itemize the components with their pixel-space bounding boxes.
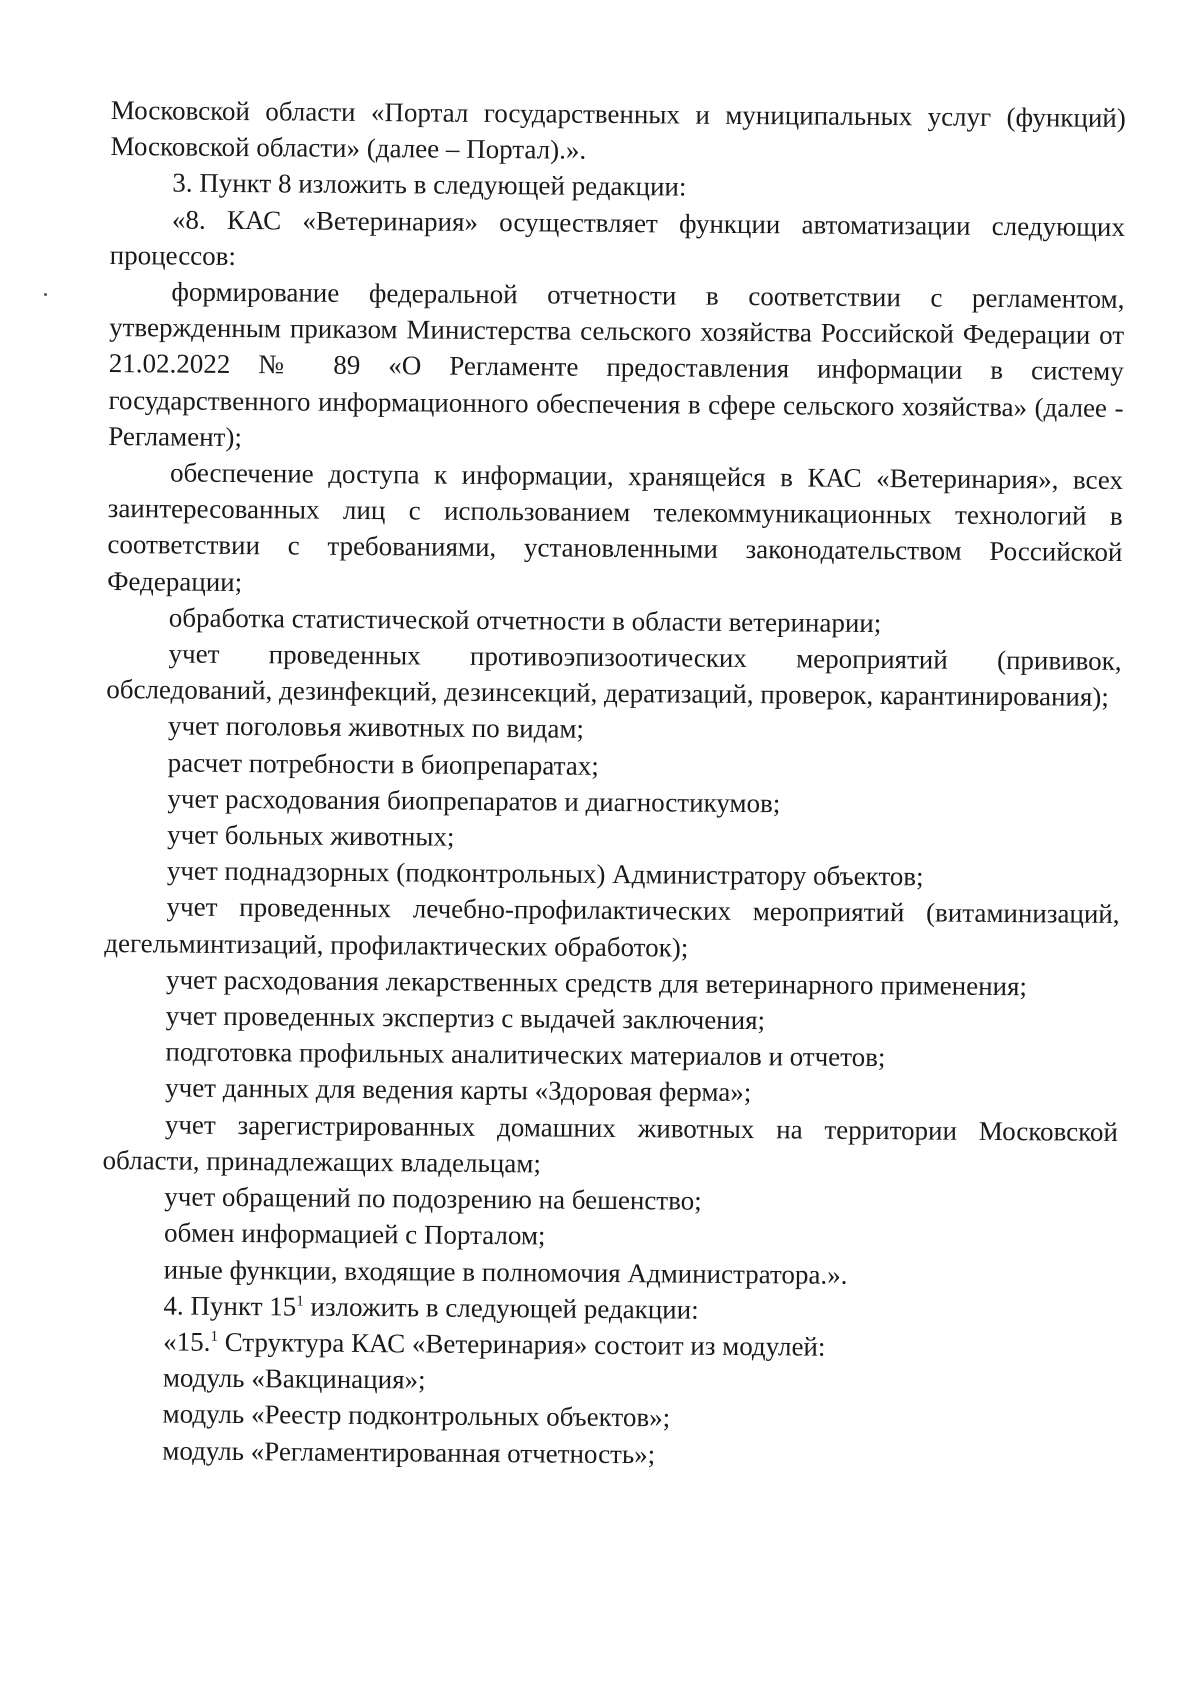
list-item: учет расходования лекарственных средств для ветеринарного применения;: [165, 964, 1028, 1002]
paragraph-antiepizootic: учет проведенных противоэпизоотических мероприятий (прививок, обследований, дезинфекций, дезинсекций, дератизаций, проверок, карантинирования);: [106, 638, 1122, 713]
list-item: обмен информацией с Порталом;: [163, 1217, 546, 1251]
list-item: учет больных животных;: [167, 819, 455, 852]
document-body: [100, 92, 1126, 1476]
paragraph-continuation: Московской области «Портал государственных и муниципальных услуг (функций) Московской области» (далее – Портал).».: [110, 94, 1126, 165]
list-item: иные функции, входящие в полномочия Администратора.».: [163, 1253, 848, 1290]
superscript-index: 1: [210, 1328, 219, 1345]
list-item: учет проведенных экспертиз с выдачей заключения;: [165, 1000, 766, 1036]
paragraph-pets: учет зарегистрированных домашних животных на территории Московской области, принадлежащих владельцам;: [102, 1109, 1118, 1179]
paragraph-treatment: учет проведенных лечебно-профилактических мероприятий (витаминизаций, дегельминтизаций, профилактических обработок);: [104, 891, 1120, 963]
paragraph-statistics: обработка статистической отчетности в области ветеринарии;: [168, 602, 882, 638]
list-item: учет расходования биопрепаратов и диагностикумов;: [167, 783, 781, 819]
list-item: учет обращений по подозрению на бешенство;: [164, 1181, 702, 1216]
point-15-text: «15.: [163, 1326, 211, 1357]
list-item-module: модуль «Регламентированная отчетность»;: [162, 1434, 656, 1469]
list-item-module: модуль «Вакцинация»;: [162, 1362, 426, 1395]
list-item: учет данных для ведения карты «Здоровая ферма»;: [165, 1072, 752, 1108]
paragraph-item-3: 3. Пункт 8 изложить в следующей редакции:: [172, 167, 687, 202]
item-4-text-end: изложить в следующей редакции:: [303, 1291, 699, 1325]
list-item: учет поднадзорных (подконтрольных) Администратору объектов;: [166, 855, 924, 892]
list-item: расчет потребности в биопрепаратах;: [167, 747, 599, 781]
paragraph-federal-reporting: формирование федеральной отчетности в соответствии с регламентом, утвержденным приказом Министерства сельского хозяйства Российской Федерации от 21.02.2022 № 89 «О Регламенте предоставления информации в систему государственного информационного обеспечения в сфере сельского хозяйства» (далее - Регламент);: [108, 276, 1125, 452]
paragraph-point-8: «8. КАС «Ветеринария» осуществляет функции автоматизации следующих процессов:: [109, 204, 1126, 271]
item-4-text: 4. Пункт 15: [163, 1290, 297, 1322]
list-item: подготовка профильных аналитических материалов и отчетов;: [165, 1036, 886, 1073]
list-item: учет поголовья животных по видам;: [167, 710, 585, 745]
point-15-text-end: Структура КАС «Ветеринария» состоит из модулей:: [217, 1326, 826, 1362]
paragraph-access-provision: обеспечение доступа к информации, хранящейся в КАС «Ветеринария», всех заинтересованных лиц с использованием телекоммуникационных технологий в соответствии с требованиями, установленными законодательством Российской Федерации;: [107, 457, 1124, 597]
scan-speck: [44, 293, 47, 296]
superscript-index: 1: [296, 1293, 304, 1310]
list-item-module: модуль «Реестр подконтрольных объектов»;: [162, 1398, 671, 1433]
